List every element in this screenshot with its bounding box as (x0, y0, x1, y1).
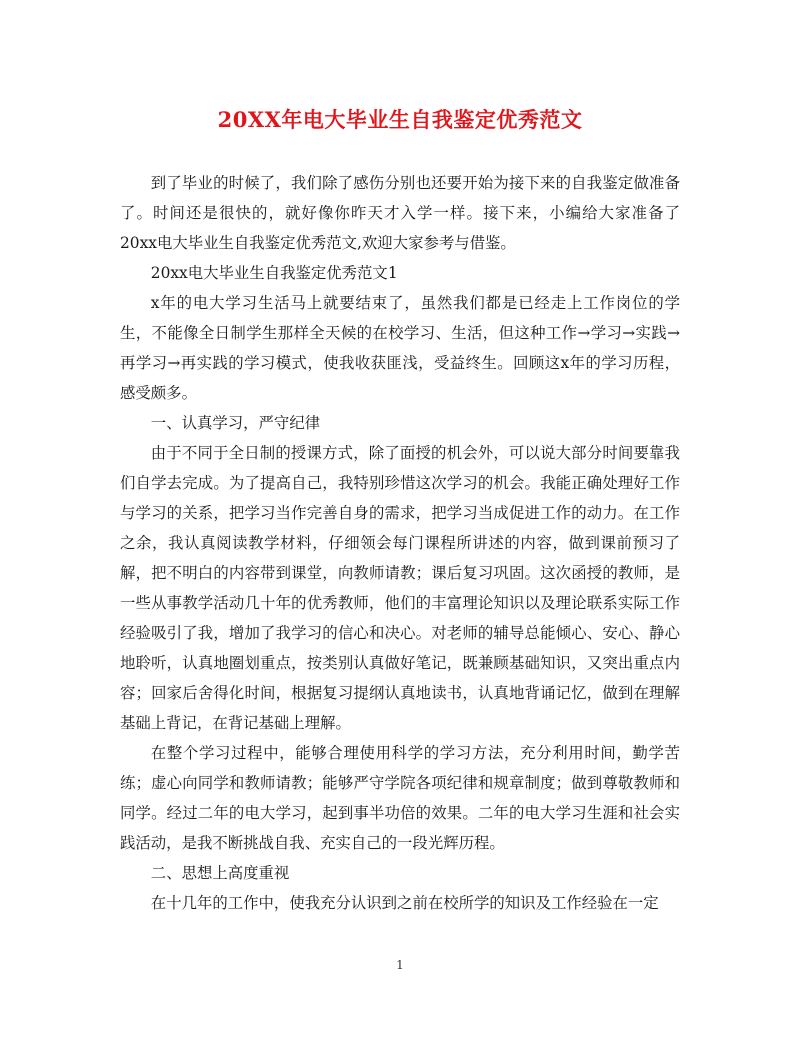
body-paragraph: 在整个学习过程中，能够合理使用科学的学习方法，充分利用时间，勤学苦练；虚心向同学和教师请教；能够严守学院各项纪律和规章制度；做到尊敬教师和同学。经过二年的电大学习，起到事半功倍的效果。二年的电大学习生涯和社会实践活动，是我不断挑战自我、充实自己的一段光辉历程。 (120, 744, 680, 852)
document-title: 20XX年电大毕业生自我鉴定优秀范文 (217, 107, 583, 132)
page-number: 1 (396, 958, 404, 972)
intro-paragraph: 到了毕业的时候了，我们除了感伤分别也还要开始为接下来的自我鉴定做准备了。时间还是很快的，就好像你昨天才入学一样。接下来，小编给大家准备了20xx电大毕业生自我鉴定优秀范文,欢迎大家参考与借鉴。 (120, 174, 680, 252)
document-body (120, 168, 680, 918)
section-heading-sample-1: 20xx电大毕业生自我鉴定优秀范文1 (150, 264, 398, 282)
body-paragraph: 由于不同于全日制的授课方式，除了面授的机会外，可以说大部分时间要靠我们自学去完成。为了提高自己，我特别珍惜这次学习的机会。我能正确处理好工作与学习的关系，把学习当作完善自身的需求，把学习当成促进工作的动力。在工作之余，我认真阅读教学材料，仔细领会每门课程所讲述的内容，做到课前预习了解，把不明白的内容带到课堂，向教师请教；课后复习巩固。这次函授的教师，是一些从事教学活动几十年的优秀教师，他们的丰富理论知识以及理论联系实际工作经验吸引了我，增加了我学习的信心和决心。对老师的辅导总能倾心、安心、静心地聆听，认真地圈划重点，按类别认真做好笔记，既兼顾基础知识，又突出重点内容；回家后舍得化时间，根据复习提纲认真地读书，认真地背诵记忆，做到在理解基础上背记，在背记基础上理解。 (120, 444, 680, 732)
section-heading-study-discipline: 一、认真学习，严守纪律 (150, 414, 321, 432)
body-paragraph: x年的电大学习生活马上就要结束了，虽然我们都是已经走上工作岗位的学生，不能像全日制学生那样全天候的在校学习、生活，但这种工作→学习→实践→再学习→再实践的学习模式，使我收获匪浅，受益终生。回顾这x年的学习历程，感受颇多。 (120, 294, 680, 402)
body-paragraph: 在十几年的工作中，使我充分认识到之前在校所学的知识及工作经验在一定 (150, 894, 659, 912)
section-heading-ideology: 二、思想上高度重视 (150, 864, 290, 882)
